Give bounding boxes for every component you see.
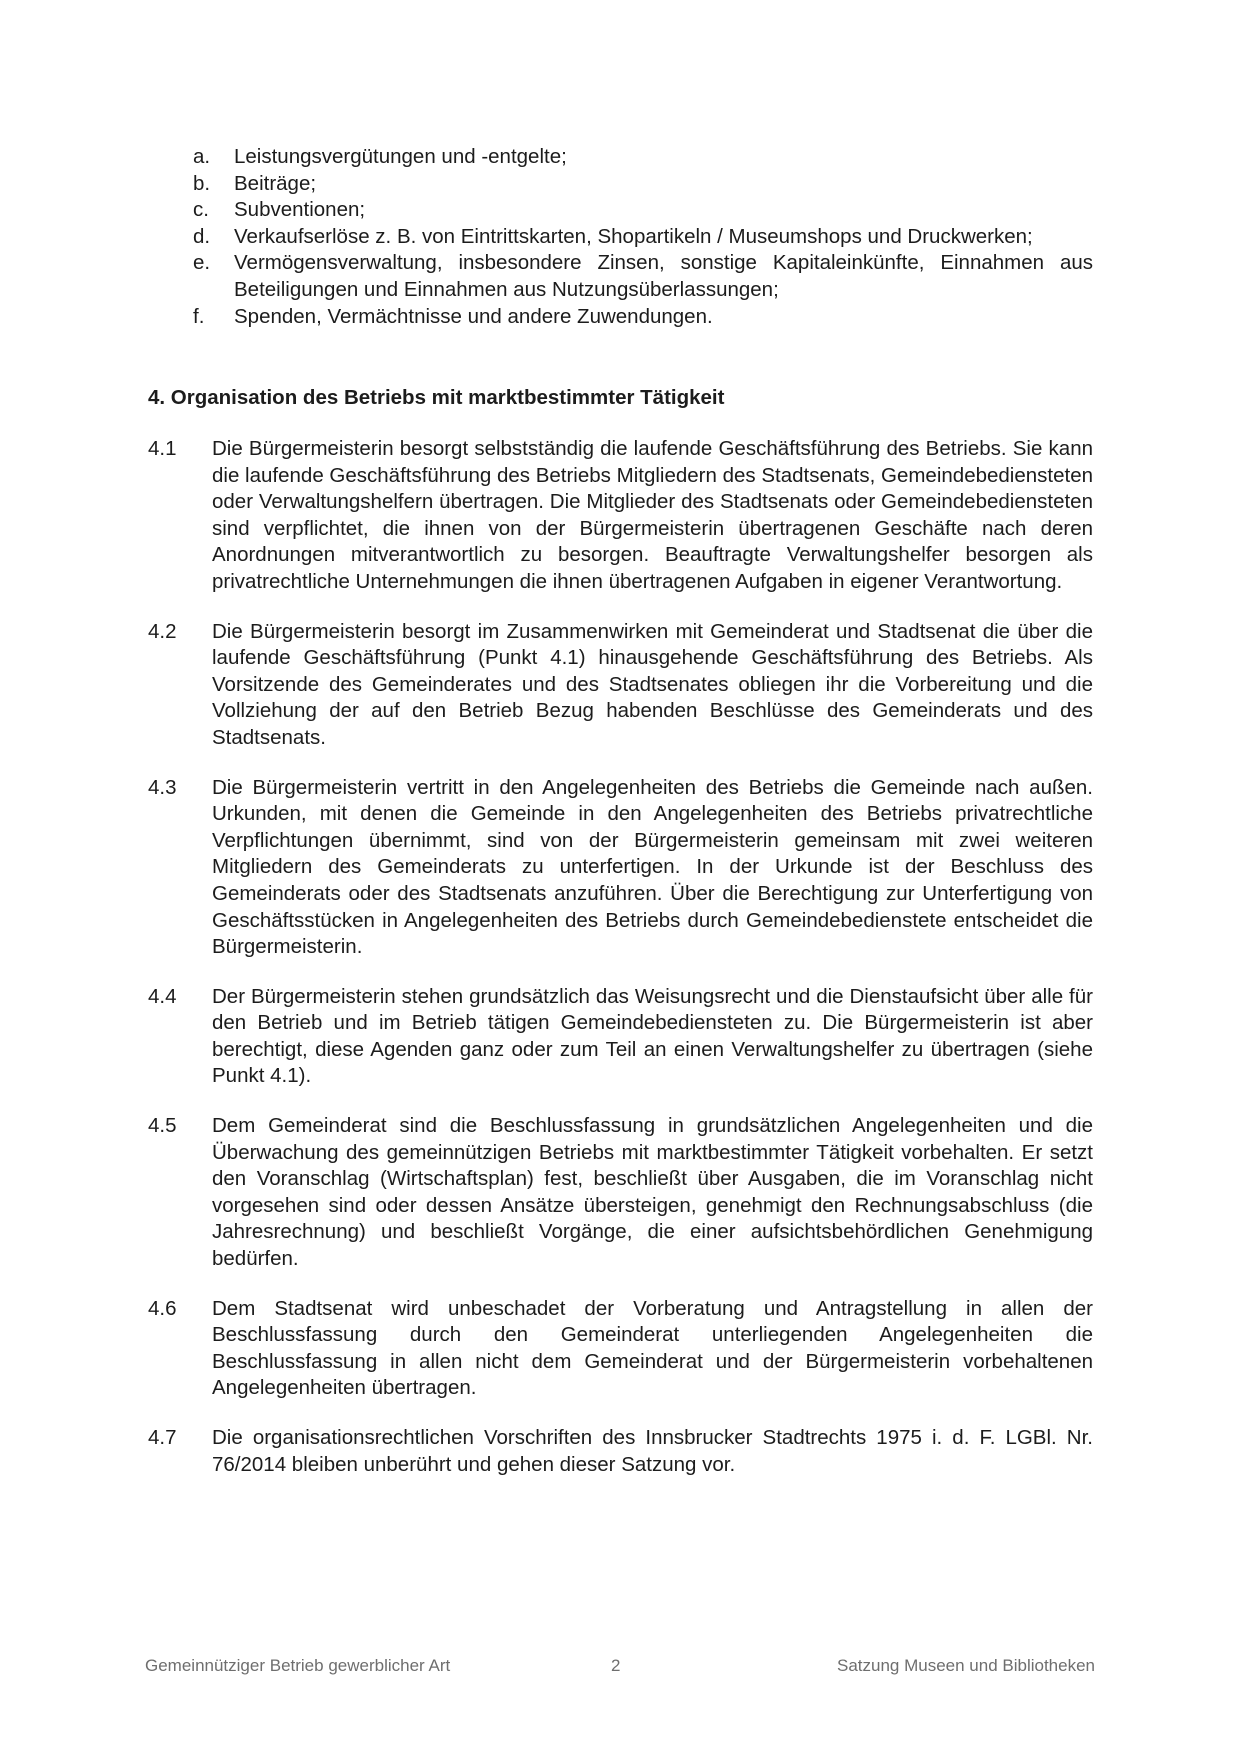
section-heading: 4. Organisation des Betriebs mit marktbestimmter Tätigkeit bbox=[148, 386, 725, 409]
list-item-text: Subventionen; bbox=[234, 198, 366, 222]
section-number: 4.3 bbox=[148, 775, 177, 799]
list-item-text: Beiträge; bbox=[234, 171, 317, 195]
list-item-text: Leistungsvergütungen und -entgelte; bbox=[234, 145, 567, 168]
footer-left-text: Gemeinnütziger Betrieb gewerblicher Art bbox=[145, 1656, 451, 1675]
list-marker: f. bbox=[193, 304, 205, 328]
section-4-3 bbox=[148, 775, 1093, 961]
section-number: 4.7 bbox=[148, 1426, 177, 1449]
list-item bbox=[193, 250, 1093, 303]
section-text: Die Bürgermeisterin besorgt im Zusammenwirken mit Gemeinderat und Stadtsenat die über die laufende Geschäftsführung (Punkt 4.1) hinausgehende Geschäftsführung des Betriebs. Als Vorsitzende des Gemeinderates und des Stadtsenates obliegen ihr die Vorbereitung und die Vollziehung der auf den Betrieb Bezug habenden Beschlüsse des Gemeinderats und des Stadtsenats. bbox=[212, 619, 1093, 749]
section-number: 4.5 bbox=[148, 1114, 177, 1138]
section-4-7 bbox=[148, 1425, 1093, 1478]
section-number: 4.1 bbox=[148, 437, 177, 460]
list-item-text: Spenden, Vermächtnisse und andere Zuwendungen. bbox=[234, 304, 713, 328]
list-item-text: Verkaufserlöse z. B. von Eintrittskarten, Shopartikeln / Museumshops und Druckwerken; bbox=[234, 224, 1033, 248]
section-text: Dem Stadtsenat wird unbeschadet der Vorberatung und Antragstellung in allen der Beschlussfassung durch den Gemeinderat unterliegenden Angelegenheiten die Beschlussfassung in allen nicht dem Gemeinderat und der Bürgermeisterin vorbehaltenen Angelegenheiten übertragen. bbox=[212, 1296, 1093, 1400]
list-marker: d. bbox=[193, 224, 211, 248]
section-number: 4.6 bbox=[148, 1296, 177, 1320]
section-number: 4.4 bbox=[148, 984, 177, 1008]
section-4-1 bbox=[148, 436, 1093, 596]
list-item-text: Vermögensverwaltung, insbesondere Zinsen, sonstige Kapitaleinkünfte, Einnahmen aus Beteiligungen und Einnahmen aus Nutzungsüberlassungen; bbox=[234, 251, 1093, 301]
section-text: Dem Gemeinderat sind die Beschlussfassung in grundsätzlichen Angelegenheiten und die Überwachung des gemeinnützigen Betriebs mit marktbestimmter Tätigkeit vorbehalten. Er setzt den Voranschlag (Wirtschaftsplan) fest, beschließt über Ausgaben, die im Voranschlag nicht vorgesehen sind oder dessen Ansätze übersteigen, genehmigt den Rechnungsabschluss (die Jahresrechnung) und beschließt Vorgänge, die einer aufsichtsbehördlichen Genehmigung bedürfen. bbox=[212, 1114, 1093, 1271]
section-number: 4.2 bbox=[148, 619, 177, 643]
list-item bbox=[193, 144, 1093, 171]
section-text: Die organisationsrechtlichen Vorschriften des Innsbrucker Stadtrechts 1975 i. d. F. LGBl. Nr. 76/2014 bleiben unberührt und gehen dieser Satzung vor. bbox=[212, 1426, 1093, 1476]
list-marker: e. bbox=[193, 251, 211, 275]
list-marker: b. bbox=[193, 171, 211, 195]
list-item bbox=[193, 224, 1093, 251]
sections-container bbox=[148, 436, 1093, 1501]
page-footer bbox=[145, 1656, 1095, 1680]
section-4-6 bbox=[148, 1296, 1093, 1402]
section-text: Die Bürgermeisterin besorgt selbstständig die laufende Geschäftsführung des Betriebs. Sie kann die laufende Geschäftsführung des Betriebs Mitgliedern des Stadtsenats, Gemeindebediensteten oder Verwaltungshelfern übertragen. Die Mitglieder des Stadtsenats oder Gemeindebediensteten sind verpflichtet, die ihnen von der Bürgermeisterin übertragenen Geschäfte nach deren Anordnungen mitverantwortlich zu besorgen. Beauftragte Verwaltungshelfer besorgen als privatrechtliche Unternehmungen die ihnen übertragenen Aufgaben in eigener Verantwortung. bbox=[212, 437, 1093, 593]
list-marker: c. bbox=[193, 198, 209, 222]
list-item bbox=[193, 304, 1093, 331]
section-text: Die Bürgermeisterin vertritt in den Angelegenheiten des Betriebs die Gemeinde nach außen. Urkunden, mit denen die Gemeinde in den Angelegenheiten des Betriebs privatrechtliche Verpflichtungen übernimmt, sind von der Bürgermeisterin gemeinsam mit zwei weiteren Mitgliedern des Gemeinderats zu unterfertigen. In der Urkunde ist der Beschluss des Gemeinderats oder des Stadtsenats anzuführen. Über die Berechtigung zur Unterfertigung von Geschäftsstücken in Angelegenheiten des Betriebs durch Gemeindebedienstete entscheidet die Bürgermeisterin. bbox=[212, 775, 1093, 959]
footer-right-text: Satzung Museen und Bibliotheken bbox=[836, 1656, 1095, 1675]
section-4-4 bbox=[148, 984, 1093, 1090]
list-item bbox=[193, 197, 1093, 224]
section-4-2 bbox=[148, 619, 1093, 752]
section-4-5 bbox=[148, 1113, 1093, 1273]
section-text: Der Bürgermeisterin stehen grundsätzlich das Weisungsrecht und die Dienstaufsicht über alle für den Betrieb und im Betrieb tätigen Gemeindebediensteten zu. Die Bürgermeisterin ist aber berechtigt, diese Agenden ganz oder zum Teil an einen Verwaltungshelfer zu übertragen (siehe Punkt 4.1). bbox=[212, 984, 1093, 1088]
list-marker: a. bbox=[193, 145, 211, 168]
list-item bbox=[193, 171, 1093, 198]
revenue-sources-list bbox=[193, 144, 1093, 330]
page-number: 2 bbox=[611, 1656, 621, 1675]
